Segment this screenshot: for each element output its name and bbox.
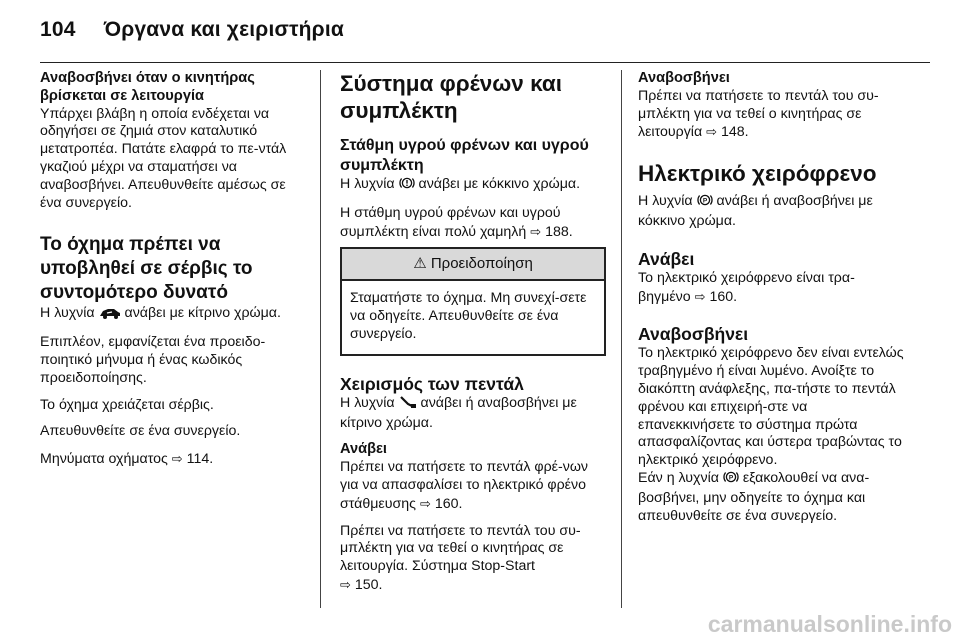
svg-text:P: P (702, 197, 707, 205)
paragraph-epb-applied: Το ηλεκτρικό χειρόφρενο είναι τρα-βηγμένο ⇨ 160. (638, 269, 855, 305)
page-number: 104 (40, 18, 76, 41)
warning-box (340, 247, 606, 355)
brake-warning-icon (399, 176, 415, 196)
paragraph-warning-message: Επιπλέον, εμφανίζεται ένα προειδο-ποιητικό μήνυμα ή ένας κωδικός προειδοποίησης. (40, 334, 266, 386)
page-link[interactable]: 148. (720, 124, 749, 141)
heading-flashing: Αναβοσβήνει (638, 70, 730, 86)
paragraph-clutch-pedal: Πρέπει να πατήσετε το πεντάλ του συ-μπλέκτη για να τεθεί ο κινητήρας σε λειτουργία. Σύστημα Stop-Start ⇨ 150. (340, 522, 581, 593)
xref-arrow-icon: ⇨ (419, 495, 431, 511)
xref-arrow-icon: ⇨ (340, 576, 351, 592)
xref-arrow-icon: ⇨ (530, 223, 542, 239)
warning-triangle-icon: ⚠ (413, 255, 427, 273)
column-1 (40, 70, 302, 469)
pedal-icon (399, 395, 417, 415)
service-vehicle-icon (99, 307, 121, 325)
column-2 (340, 70, 606, 595)
heading-service-vehicle: Το όχημα πρέπει να υποβληθεί σε σέρβις το συντομότερο δυνατό (40, 234, 253, 304)
xref-arrow-icon: ⇨ (694, 288, 706, 304)
heading-brake-clutch-system: Σύστημα φρένων και συμπλέκτη (340, 71, 562, 123)
paragraph-needs-service: Το όχημα χρειάζεται σέρβις. (40, 396, 214, 413)
paragraph-epb-lamp: Η λυχνία P ανάβει ή αναβοσβήνει με κόκκινο χρώμα. (638, 193, 873, 229)
page-header (40, 18, 344, 42)
parking-brake-icon (723, 470, 739, 490)
page-link[interactable]: 114. (186, 451, 214, 468)
page-link[interactable]: 150. (354, 576, 383, 593)
paragraph-pedal-lamp: Η λυχνία ανάβει ή αναβοσβήνει με κίτρινο χρώμα. (340, 394, 577, 431)
paragraph-clutch-start: Πρέπει να πατήσετε το πεντάλ του συ-μπλέκτη για να τεθεί ο κινητήρας σε λειτουργία ⇨ 148. (638, 87, 879, 141)
paragraph-vehicle-messages: Μηνύματα οχήματος ⇨ 114. (40, 451, 214, 468)
paragraph-brake-pedal: Πρέπει να πατήσετε το πεντάλ φρέ-νων για να απασφαλίσει το ηλεκτρικό φρένο στάθμευσης ⇨ 160. (340, 459, 588, 512)
warning-title: Προειδοποίηση (430, 255, 533, 273)
svg-text:P: P (728, 474, 734, 482)
watermark: carmanualsonline.info (707, 611, 952, 637)
xref-arrow-icon: ⇨ (171, 451, 183, 467)
page-link[interactable]: 160. (709, 288, 738, 305)
page-title: Όργανα και χειριστήρια (103, 18, 345, 41)
heading-electric-parking-brake: Ηλεκτρικό χειρόφρενο (638, 161, 877, 187)
paragraph-fluid-low: Η στάθμη υγρού φρένων και υγρού συμπλέκτη είναι πολύ χαμηλή ⇨ 188. (340, 204, 573, 240)
paragraph-contact-workshop: Απευθυνθείτε σε ένα συνεργείο. (40, 423, 241, 440)
paragraph-brake-lamp: Η λυχνία ανάβει με κόκκινο χρώμα. (340, 176, 606, 196)
page-link[interactable]: 160. (434, 495, 463, 512)
paragraph-epb-not-applied: Το ηλεκτρικό χειρόφρενο δεν είναι εντελώς τραβηγμένο ή είναι λυμένο. Ανοίξτε το διακόπτη ανάφλεξης, πα-τήστε το πεντάλ φρένου και επιχειρή-στε να επανεκκινήσετε το σύστημα πρώτα απασφαλίζοντας και ύστερα τραβώντας το ηλεκτρικό χειρόφρενο. (638, 345, 904, 469)
heading-fluid-level: Στάθμη υγρού φρένων και υγρού συμπλέκτη (340, 137, 589, 174)
paragraph-epb-still-flashing: Εάν η λυχνία P εξακολουθεί να ανα-βοσβήνει, μην οδηγείτε το όχημα και απευθυνθείτε σε ένα συνεργείο. (638, 469, 870, 524)
heading-flashing-engine-running: Αναβοσβήνει όταν ο κινητήρας βρίσκεται σε λειτουργία (40, 70, 255, 104)
parking-brake-icon (697, 193, 713, 213)
page-link[interactable]: 188. (545, 223, 573, 240)
warning-box-header (342, 249, 604, 281)
column-divider (320, 70, 321, 608)
warning-text: Σταματήστε το όχημα. Μη συνεχί-σετε να οδηγείτε. Απευθυνθείτε σε ένα συνεργείο. (350, 290, 587, 342)
column-divider (621, 70, 622, 608)
heading-flashing-epb: Αναβοσβήνει (638, 324, 749, 345)
xref-arrow-icon: ⇨ (706, 124, 718, 140)
heading-lights-on: Ανάβει (340, 441, 387, 458)
paragraph-service-lamp: Η λυχνία ανάβει με κίτρινο χρώμα. (40, 305, 302, 325)
paragraph-catalytic: Υπάρχει βλάβη η οποία ενδέχεται να οδηγήσει σε ζημιά στον καταλυτικό μετατροπέα. Πατάτε ελαφρά το πε-ντάλ γκαζιού μέχρι να σταματήσει να αναβοσβήνει. Απευθυνθείτε αμέσως σε ένα συνεργείο. (40, 105, 287, 211)
heading-lights-on: Ανάβει (638, 248, 695, 269)
header-rule (40, 62, 930, 63)
column-3 (638, 70, 906, 525)
heading-pedal-operation: Χειρισμός των πεντάλ (340, 373, 524, 394)
